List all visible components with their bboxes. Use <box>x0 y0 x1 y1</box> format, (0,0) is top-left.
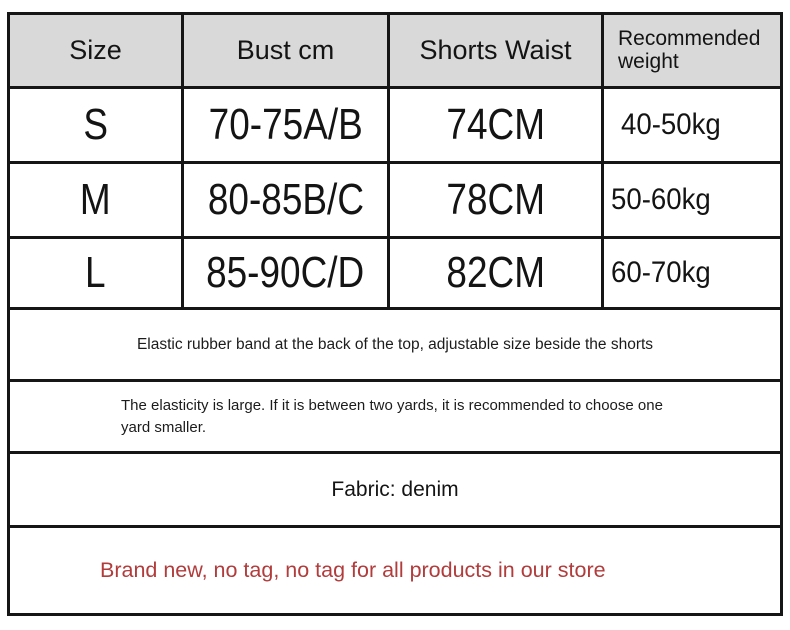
elasticity-note-cell <box>10 382 780 451</box>
condition-row <box>10 525 780 613</box>
waist-cell <box>387 239 601 307</box>
fabric-cell <box>10 454 780 525</box>
weight-value: 60-70kg <box>611 256 711 289</box>
table-row-l <box>10 236 780 307</box>
size-cell <box>10 164 181 236</box>
size-value: S <box>83 100 108 149</box>
table-row-m <box>10 161 780 236</box>
size-cell <box>10 239 181 307</box>
size-cell <box>10 89 181 161</box>
header-cell-bust <box>181 15 387 86</box>
header-cell-weight <box>601 15 780 86</box>
bust-value: 85-90C/D <box>206 248 365 297</box>
waist-cell <box>387 164 601 236</box>
bust-cell <box>181 164 387 236</box>
waist-cell <box>387 89 601 161</box>
waist-value: 82CM <box>446 248 545 297</box>
size-chart-table <box>7 12 783 616</box>
fabric-text: Fabric: denim <box>331 477 459 501</box>
bust-cell <box>181 89 387 161</box>
fit-note-text: Elastic rubber band at the back of the top, adjustable size beside the shorts <box>136 335 654 353</box>
header-cell-size <box>10 15 181 86</box>
weight-cell <box>601 239 780 307</box>
bust-value: 80-85B/C <box>207 175 364 224</box>
header-weight-label: Recommended weight <box>618 26 761 73</box>
weight-cell <box>601 164 780 236</box>
weight-value: 40-50kg <box>621 108 721 141</box>
size-value: M <box>80 175 111 224</box>
condition-text: Brand new, no tag, no tag for all products in our store <box>100 558 606 582</box>
waist-value: 78CM <box>446 175 545 224</box>
weight-value: 50-60kg <box>611 183 711 216</box>
bust-value: 70-75A/B <box>208 100 363 149</box>
header-bust-label: Bust cm <box>236 35 335 65</box>
table-row-s <box>10 86 780 161</box>
elasticity-note-row <box>10 379 780 451</box>
waist-value: 74CM <box>446 100 545 149</box>
table-header-row <box>10 15 780 86</box>
header-waist-label: Shorts Waist <box>419 35 572 65</box>
condition-cell <box>10 528 780 613</box>
elasticity-note-text: The elasticity is large. If it is between two yards, it is recommended to choose one yard smaller. <box>121 396 663 436</box>
fabric-row <box>10 451 780 525</box>
size-value: L <box>85 248 106 297</box>
header-cell-waist <box>387 15 601 86</box>
weight-cell <box>601 89 780 161</box>
bust-cell <box>181 239 387 307</box>
header-size-label: Size <box>69 35 122 65</box>
fit-note-cell <box>10 310 780 379</box>
fit-note-row <box>10 307 780 379</box>
